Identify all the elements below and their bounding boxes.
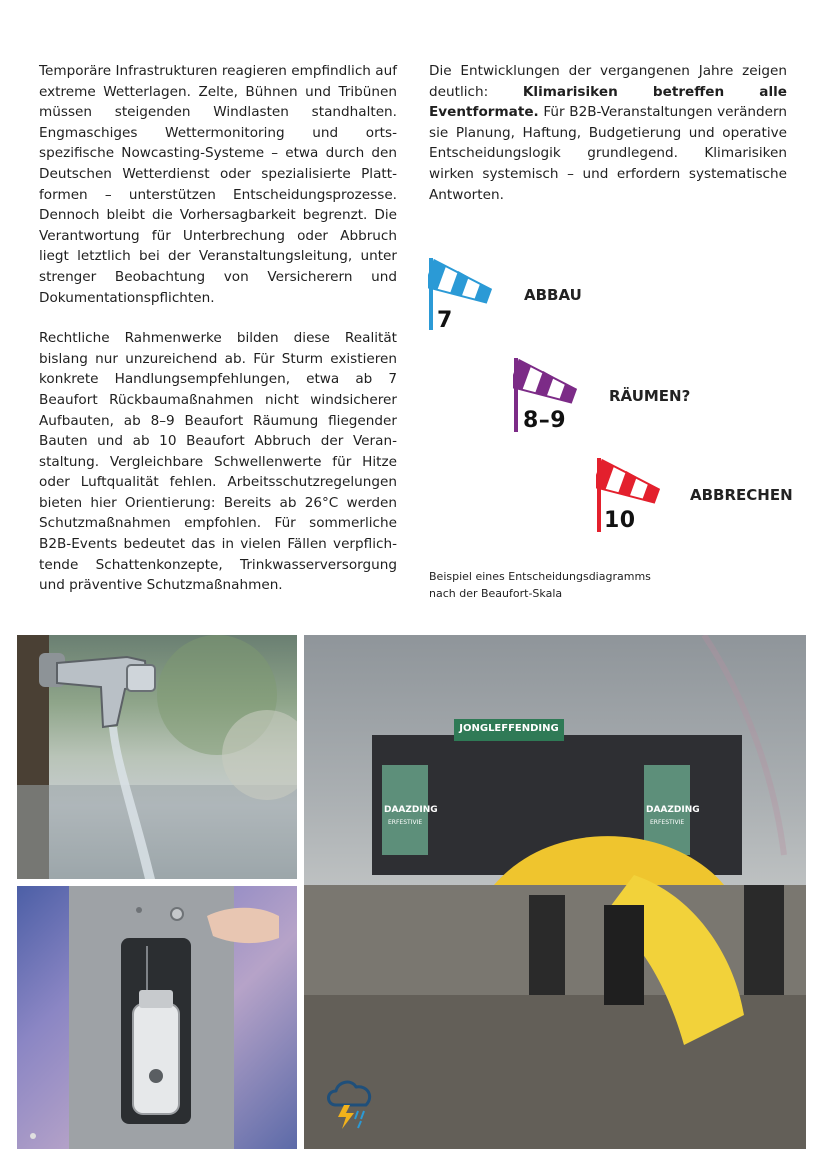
photo-water-tap: [17, 635, 297, 879]
beaufort-value: 7: [437, 308, 453, 333]
level-label-abbrechen: ABBRECHEN: [690, 486, 793, 504]
windsock-icon: [513, 358, 593, 434]
intro-text: Die Entwicklungen der vergangenen Jahre zeigen deutlich:: [429, 63, 787, 100]
screen-left-subtitle: ERFESTIVIE: [388, 819, 423, 826]
paragraph-weather: Temporäre Infrastrukturen reagieren empfindlich auf extreme Wetterlagen. Zelte, Bühnen und Tribünen müssen steigenden Windlasten standhalten. Engmaschiges Wettermonitoring und ortsspezifische Nowcasting-Systeme – etwa durch den Deutschen Wetterdienst oder spezialisierte Plattformen – unterstützen Entscheidungsprozesse. Dennoch bleibt die Vorhersagbarkeit begrenzt. Die Verantwortung für Unterbrechung oder Abbruch liegt letztlich bei der Veranstaltungsleitung, unter strenger Beobachtung von Versicherern und Dokumentationspflichten.: [39, 63, 397, 306]
photo-bottle-refill: [17, 886, 297, 1149]
beaufort-value: 10: [604, 508, 636, 533]
windsock-icon: [596, 458, 676, 534]
windsock-icon: [428, 258, 504, 332]
caption-line: nach der Beaufort-Skala: [429, 587, 563, 600]
screen-right-subtitle: ERFESTIVIE: [650, 819, 685, 826]
intro-text-continued: Für B2B-Veranstaltungen verändern sie Planung, Haftung, Budgetierung und operative Entscheidungslogik grundlegend. Klimarisiken wirken systemisch – und erfordern systematische Antworten.: [429, 104, 787, 203]
paragraph-intro: [429, 61, 787, 205]
left-text-column: [39, 61, 397, 616]
caption-line: Beispiel eines Entscheidungsdiagramms: [429, 570, 651, 583]
screen-left-logo: DAAZDING: [384, 805, 438, 815]
thunderstorm-cloud-icon: [322, 1071, 378, 1131]
stage-banner: JONGLEFFENDING: [459, 723, 559, 734]
right-text-column: [429, 61, 787, 205]
level-label-raeumen: RÄUMEN?: [609, 387, 691, 405]
screen-right-logo: DAAZDING: [646, 805, 700, 815]
paragraph-legal: Rechtliche Rahmenwerke bilden diese Realität bislang nur unzureichend ab. Für Sturm existieren konkrete Handlungsempfehlungen, etwa ab 7 Beaufort Rückbaumaßnahmen nicht windsicherer Aufbauten, ab 8–9 Beaufort Räumung fliegender Bauten und ab 10 Beaufort Abbruch der Veranstaltung. Vergleichbare Schwellenwerte für Hitze oder Luftqualität fehlen. Arbeitsschutzregelungen bieten hier Orientierung: Bereits ab 26°C werden Schutzmaßnahmen empfohlen. Für sommerliche B2B-Events bedeutet das in vielen Fällen verpflichtende Schattenkonzepte, Trinkwasserversorgung und präventive Schutzmaßnahmen.: [39, 330, 397, 594]
diagram-caption: [429, 568, 689, 602]
level-label-abbau: ABBAU: [524, 286, 582, 304]
intro-emphasis: Klimarisiken betreffen alle Eventformate.: [429, 83, 787, 121]
photo-festival-rain: [304, 635, 806, 1149]
beaufort-value: 8–9: [523, 408, 567, 433]
